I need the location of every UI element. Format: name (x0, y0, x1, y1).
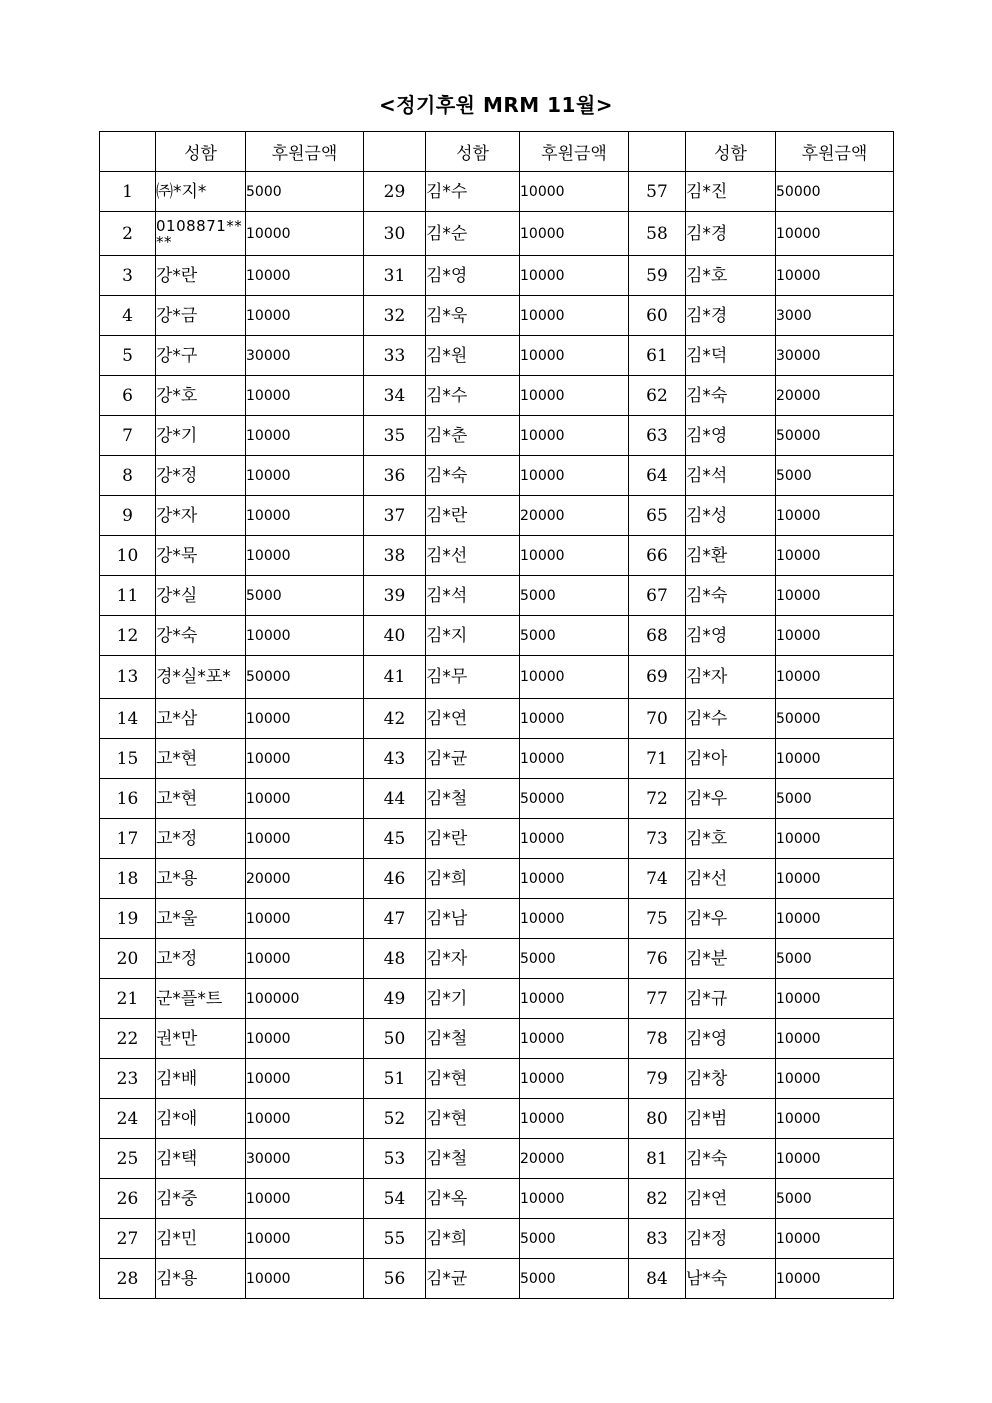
donor-name: 김*정 (686, 1219, 776, 1259)
table-row (100, 979, 894, 1019)
donor-number: 45 (364, 819, 426, 859)
donor-name: 김*창 (686, 1059, 776, 1099)
donor-name: 김*범 (686, 1099, 776, 1139)
donor-number: 26 (100, 1179, 156, 1219)
donor-name: 김*용 (156, 1259, 246, 1299)
donor-number: 71 (629, 739, 686, 779)
donor-number: 72 (629, 779, 686, 819)
donor-name: 김*선 (426, 536, 520, 576)
donor-name: 고*정 (156, 939, 246, 979)
table-row (100, 536, 894, 576)
donor-name: 김*호 (686, 256, 776, 296)
donor-name: 김*택 (156, 1139, 246, 1179)
table-row (100, 456, 894, 496)
donor-number: 54 (364, 1179, 426, 1219)
table-row (100, 296, 894, 336)
donor-name: 김*자 (686, 656, 776, 699)
table-row (100, 1019, 894, 1059)
donor-number: 22 (100, 1019, 156, 1059)
donor-name: 강*묵 (156, 536, 246, 576)
donor-name: 김*남 (426, 899, 520, 939)
table-row (100, 819, 894, 859)
donor-name: 김*현 (426, 1059, 520, 1099)
donor-amount: 5000 (520, 616, 629, 656)
donor-amount: 10000 (520, 739, 629, 779)
donor-number: 39 (364, 576, 426, 616)
donor-name: 김*욱 (426, 296, 520, 336)
donor-amount: 50000 (246, 656, 364, 699)
donor-amount: 50000 (776, 699, 894, 739)
donor-number: 52 (364, 1099, 426, 1139)
donor-number: 48 (364, 939, 426, 979)
donor-amount: 10000 (776, 1259, 894, 1299)
table-row (100, 1179, 894, 1219)
donor-number: 5 (100, 336, 156, 376)
donor-number: 9 (100, 496, 156, 536)
donor-name: 김*아 (686, 739, 776, 779)
donor-number: 14 (100, 699, 156, 739)
donor-number: 4 (100, 296, 156, 336)
donor-amount: 10000 (776, 576, 894, 616)
donor-number: 17 (100, 819, 156, 859)
donor-number: 15 (100, 739, 156, 779)
donor-name: 김*희 (426, 1219, 520, 1259)
donor-name: 김*옥 (426, 1179, 520, 1219)
donor-amount: 10000 (246, 1099, 364, 1139)
donor-name: 김*순 (426, 212, 520, 256)
donor-name: 김*민 (156, 1219, 246, 1259)
donor-amount: 5000 (520, 576, 629, 616)
table-row (100, 1259, 894, 1299)
donor-amount: 30000 (776, 336, 894, 376)
donor-amount: 10000 (520, 336, 629, 376)
donor-name: 김*철 (426, 1019, 520, 1059)
donor-amount: 10000 (776, 656, 894, 699)
donor-number: 57 (629, 172, 686, 212)
donor-name: 김*경 (686, 296, 776, 336)
donor-number: 75 (629, 899, 686, 939)
header-no (364, 132, 426, 172)
donor-number: 23 (100, 1059, 156, 1099)
donor-amount: 5000 (246, 172, 364, 212)
donor-amount: 20000 (520, 496, 629, 536)
donor-name: 김*지 (426, 616, 520, 656)
donor-amount: 20000 (776, 376, 894, 416)
donor-name: 김*숙 (686, 376, 776, 416)
donor-name: 강*숙 (156, 616, 246, 656)
donor-table (99, 131, 894, 1299)
donor-amount: 10000 (776, 1139, 894, 1179)
donor-amount: 10000 (246, 1019, 364, 1059)
donor-name: 고*현 (156, 739, 246, 779)
donor-amount: 10000 (246, 699, 364, 739)
donor-name: 김*균 (426, 739, 520, 779)
donor-number: 47 (364, 899, 426, 939)
donor-amount: 10000 (520, 819, 629, 859)
donor-amount: 10000 (520, 376, 629, 416)
donor-number: 58 (629, 212, 686, 256)
donor-name: 김*수 (686, 699, 776, 739)
donor-name: 김*석 (426, 576, 520, 616)
donor-number: 43 (364, 739, 426, 779)
donor-number: 78 (629, 1019, 686, 1059)
donor-amount: 10000 (246, 1179, 364, 1219)
donor-name: 강*정 (156, 456, 246, 496)
donor-number: 20 (100, 939, 156, 979)
donor-name: 김*철 (426, 1139, 520, 1179)
donor-name: 김*분 (686, 939, 776, 979)
donor-name: 김*연 (426, 699, 520, 739)
donor-name: 김*철 (426, 779, 520, 819)
donor-amount: 5000 (520, 1259, 629, 1299)
donor-number: 81 (629, 1139, 686, 1179)
header-amount: 후원금액 (246, 132, 364, 172)
header-name: 성함 (426, 132, 520, 172)
donor-number: 50 (364, 1019, 426, 1059)
donor-amount: 20000 (520, 1139, 629, 1179)
table-row (100, 656, 894, 699)
donor-name: 김*우 (686, 899, 776, 939)
donor-name: 김*숙 (426, 456, 520, 496)
donor-name: 권*만 (156, 1019, 246, 1059)
donor-amount: 10000 (520, 979, 629, 1019)
donor-number: 41 (364, 656, 426, 699)
table-row (100, 256, 894, 296)
donor-number: 28 (100, 1259, 156, 1299)
table-row (100, 336, 894, 376)
donor-amount: 10000 (520, 296, 629, 336)
donor-number: 84 (629, 1259, 686, 1299)
donor-number: 77 (629, 979, 686, 1019)
donor-name: 강*기 (156, 416, 246, 456)
header-name: 성함 (686, 132, 776, 172)
donor-name: 김*기 (426, 979, 520, 1019)
donor-amount: 10000 (246, 779, 364, 819)
donor-amount: 10000 (776, 739, 894, 779)
donor-name: 고*현 (156, 779, 246, 819)
donor-name: 강*금 (156, 296, 246, 336)
donor-name: ㈜*지* (156, 172, 246, 212)
donor-amount: 5000 (776, 939, 894, 979)
donor-number: 74 (629, 859, 686, 899)
donor-number: 44 (364, 779, 426, 819)
donor-amount: 10000 (246, 456, 364, 496)
donor-number: 53 (364, 1139, 426, 1179)
donor-number: 25 (100, 1139, 156, 1179)
donor-amount: 10000 (520, 859, 629, 899)
donor-amount: 10000 (520, 212, 629, 256)
donor-amount: 30000 (246, 1139, 364, 1179)
donor-name: 김*호 (686, 819, 776, 859)
donor-name: 김*현 (426, 1099, 520, 1139)
donor-amount: 10000 (246, 1259, 364, 1299)
donor-number: 46 (364, 859, 426, 899)
donor-name: 김*춘 (426, 416, 520, 456)
table-row (100, 1219, 894, 1259)
donor-amount: 20000 (246, 859, 364, 899)
donor-name: 강*란 (156, 256, 246, 296)
donor-amount: 10000 (776, 1219, 894, 1259)
donor-name: 고*용 (156, 859, 246, 899)
donor-amount: 10000 (520, 416, 629, 456)
donor-number: 83 (629, 1219, 686, 1259)
table-row (100, 899, 894, 939)
donor-amount: 50000 (776, 172, 894, 212)
donor-amount: 10000 (776, 616, 894, 656)
table-row (100, 859, 894, 899)
donor-amount: 100000 (246, 979, 364, 1019)
table-row (100, 739, 894, 779)
donor-number: 8 (100, 456, 156, 496)
donor-name: 김*희 (426, 859, 520, 899)
donor-number: 33 (364, 336, 426, 376)
donor-amount: 10000 (776, 1099, 894, 1139)
donor-number: 82 (629, 1179, 686, 1219)
donor-name: 김*영 (426, 256, 520, 296)
donor-amount: 10000 (776, 256, 894, 296)
donor-amount: 10000 (776, 1019, 894, 1059)
donor-name: 김*수 (426, 172, 520, 212)
donor-number: 68 (629, 616, 686, 656)
donor-amount: 10000 (520, 899, 629, 939)
donor-number: 59 (629, 256, 686, 296)
donor-name: 김*환 (686, 536, 776, 576)
donor-number: 19 (100, 899, 156, 939)
donor-name: 김*경 (686, 212, 776, 256)
donor-number: 11 (100, 576, 156, 616)
donor-number: 56 (364, 1259, 426, 1299)
header-amount: 후원금액 (520, 132, 629, 172)
donor-name: 김*영 (686, 416, 776, 456)
donor-number: 2 (100, 212, 156, 256)
table-row (100, 416, 894, 456)
donor-name: 김*원 (426, 336, 520, 376)
donor-name: 김*영 (686, 1019, 776, 1059)
donor-amount: 10000 (520, 536, 629, 576)
donor-number: 13 (100, 656, 156, 699)
table-row (100, 939, 894, 979)
donor-number: 73 (629, 819, 686, 859)
donor-number: 66 (629, 536, 686, 576)
table-header-row (100, 132, 894, 172)
donor-name: 경*실*포* (156, 656, 246, 699)
donor-amount: 10000 (246, 536, 364, 576)
donor-number: 40 (364, 616, 426, 656)
donor-number: 18 (100, 859, 156, 899)
donor-amount: 10000 (246, 939, 364, 979)
table-row (100, 212, 894, 256)
donor-name: 남*숙 (686, 1259, 776, 1299)
donor-number: 31 (364, 256, 426, 296)
header-no (629, 132, 686, 172)
donor-name: 김*균 (426, 1259, 520, 1299)
donor-amount: 10000 (246, 256, 364, 296)
table-row (100, 376, 894, 416)
donor-amount: 10000 (520, 456, 629, 496)
donor-amount: 10000 (246, 1059, 364, 1099)
donor-number: 55 (364, 1219, 426, 1259)
donor-amount: 10000 (246, 212, 364, 256)
donor-amount: 10000 (776, 899, 894, 939)
table-row (100, 496, 894, 536)
donor-name: 김*수 (426, 376, 520, 416)
donor-name: 군*플*트 (156, 979, 246, 1019)
table-row (100, 616, 894, 656)
donor-number: 27 (100, 1219, 156, 1259)
donor-amount: 10000 (520, 1019, 629, 1059)
donor-amount: 10000 (520, 1059, 629, 1099)
donor-amount: 10000 (776, 819, 894, 859)
table-row (100, 699, 894, 739)
donor-amount: 10000 (776, 859, 894, 899)
donor-name: 김*배 (156, 1059, 246, 1099)
donor-name: 강*실 (156, 576, 246, 616)
donor-number: 49 (364, 979, 426, 1019)
donor-number: 38 (364, 536, 426, 576)
donor-number: 51 (364, 1059, 426, 1099)
donor-number: 61 (629, 336, 686, 376)
donor-name: 고*정 (156, 819, 246, 859)
donor-number: 21 (100, 979, 156, 1019)
donor-amount: 10000 (520, 256, 629, 296)
header-no (100, 132, 156, 172)
donor-amount: 10000 (246, 819, 364, 859)
donor-amount: 10000 (776, 212, 894, 256)
donor-name: 김*애 (156, 1099, 246, 1139)
donor-amount: 10000 (776, 979, 894, 1019)
donor-amount: 3000 (776, 296, 894, 336)
donor-name: 김*석 (686, 456, 776, 496)
donor-name: 김*연 (686, 1179, 776, 1219)
donor-amount: 10000 (246, 739, 364, 779)
donor-amount: 10000 (520, 172, 629, 212)
donor-number: 3 (100, 256, 156, 296)
donor-number: 69 (629, 656, 686, 699)
donor-name: 김*숙 (686, 576, 776, 616)
header-name: 성함 (156, 132, 246, 172)
donor-amount: 10000 (520, 699, 629, 739)
donor-number: 7 (100, 416, 156, 456)
donor-name: 김*자 (426, 939, 520, 979)
donor-name: 강*호 (156, 376, 246, 416)
donor-number: 63 (629, 416, 686, 456)
donor-number: 42 (364, 699, 426, 739)
donor-name: 강*자 (156, 496, 246, 536)
donor-name: 김*선 (686, 859, 776, 899)
donor-number: 60 (629, 296, 686, 336)
donor-amount: 5000 (776, 1179, 894, 1219)
donor-name: 강*구 (156, 336, 246, 376)
donor-number: 65 (629, 496, 686, 536)
donor-name: 고*삼 (156, 699, 246, 739)
donor-number: 80 (629, 1099, 686, 1139)
donor-amount: 5000 (776, 779, 894, 819)
donor-amount: 50000 (776, 416, 894, 456)
donor-number: 70 (629, 699, 686, 739)
donor-number: 62 (629, 376, 686, 416)
donor-amount: 5000 (246, 576, 364, 616)
donor-amount: 10000 (520, 1099, 629, 1139)
donor-name: 0108871**** (156, 212, 246, 256)
donor-number: 37 (364, 496, 426, 536)
donor-number: 35 (364, 416, 426, 456)
donor-name: 김*규 (686, 979, 776, 1019)
table-row (100, 1139, 894, 1179)
donor-amount: 10000 (776, 536, 894, 576)
donor-name: 김*무 (426, 656, 520, 699)
donor-number: 76 (629, 939, 686, 979)
donor-number: 16 (100, 779, 156, 819)
donor-amount: 10000 (776, 1059, 894, 1099)
donor-number: 34 (364, 376, 426, 416)
donor-number: 6 (100, 376, 156, 416)
donor-number: 64 (629, 456, 686, 496)
donor-name: 김*진 (686, 172, 776, 212)
table-row (100, 779, 894, 819)
donor-name: 김*숙 (686, 1139, 776, 1179)
donor-amount: 10000 (520, 1179, 629, 1219)
donor-name: 김*영 (686, 616, 776, 656)
donor-table-body (100, 172, 894, 1299)
donor-number: 10 (100, 536, 156, 576)
table-row (100, 172, 894, 212)
donor-amount: 10000 (776, 496, 894, 536)
donor-amount: 10000 (246, 416, 364, 456)
donor-name: 김*우 (686, 779, 776, 819)
donor-name: 김*성 (686, 496, 776, 536)
donor-amount: 5000 (520, 1219, 629, 1259)
header-amount: 후원금액 (776, 132, 894, 172)
donor-amount: 10000 (246, 616, 364, 656)
donor-amount: 10000 (246, 296, 364, 336)
donor-amount: 10000 (246, 496, 364, 536)
donor-number: 30 (364, 212, 426, 256)
donor-name: 김*중 (156, 1179, 246, 1219)
donor-amount: 10000 (246, 1219, 364, 1259)
donor-number: 29 (364, 172, 426, 212)
donor-number: 32 (364, 296, 426, 336)
donor-amount: 10000 (246, 899, 364, 939)
table-row (100, 576, 894, 616)
donor-name: 김*덕 (686, 336, 776, 376)
table-row (100, 1099, 894, 1139)
donor-number: 67 (629, 576, 686, 616)
donor-amount: 10000 (246, 376, 364, 416)
donor-amount: 10000 (520, 656, 629, 699)
donor-number: 36 (364, 456, 426, 496)
donor-number: 24 (100, 1099, 156, 1139)
donor-number: 12 (100, 616, 156, 656)
donor-name: 김*란 (426, 496, 520, 536)
donor-name: 김*란 (426, 819, 520, 859)
donor-amount: 30000 (246, 336, 364, 376)
donor-number: 1 (100, 172, 156, 212)
donor-name: 고*울 (156, 899, 246, 939)
table-row (100, 1059, 894, 1099)
page-title: <정기후원 MRM 11월> (378, 93, 614, 117)
donor-amount: 5000 (520, 939, 629, 979)
donor-amount: 5000 (776, 456, 894, 496)
donor-number: 79 (629, 1059, 686, 1099)
donor-amount: 50000 (520, 779, 629, 819)
